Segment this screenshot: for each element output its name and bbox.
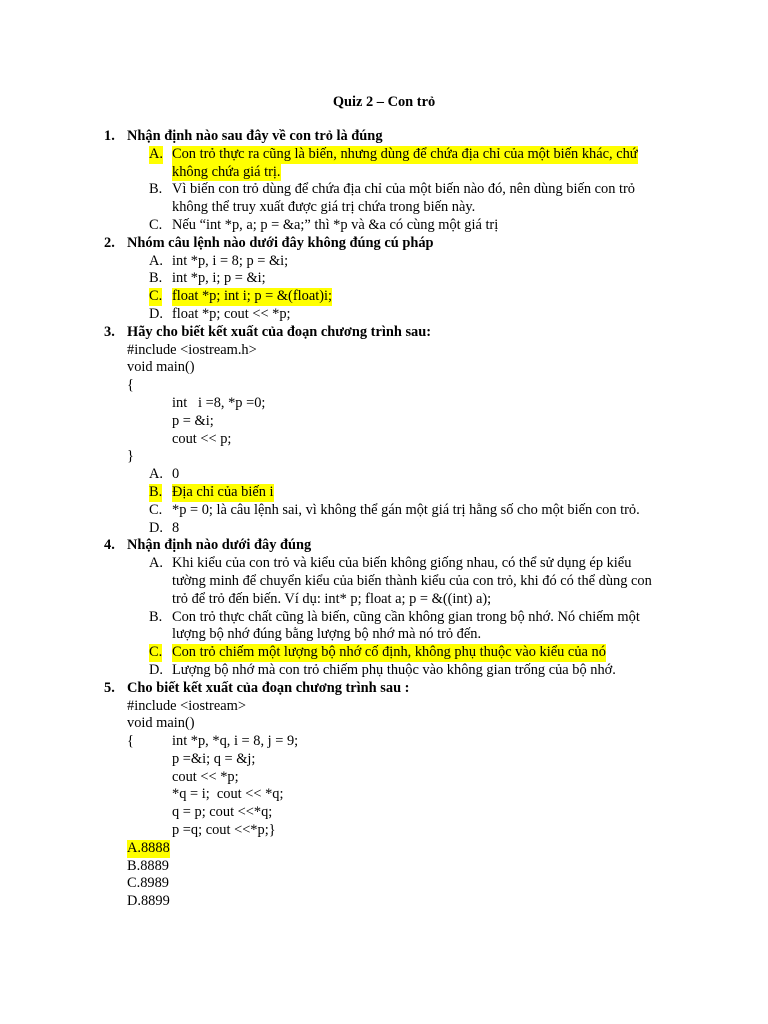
code-text: p =q; cout <<*p;} [172,822,276,839]
question-5 [0,680,768,698]
code-text: { [127,377,134,394]
option-4c [0,644,768,662]
code-line [0,822,768,840]
option-1a-cont [0,164,768,182]
code-line [0,395,768,413]
question-number: 5. [104,679,115,696]
question-text: Nhóm câu lệnh nào dưới đây không đúng cú pháp [127,234,434,251]
option-label: C. [149,288,163,305]
option-4a-cont [0,573,768,591]
option-label: B. [149,181,163,198]
option-label: B. [149,270,163,287]
option-4a-cont [0,591,768,609]
answer-text: C.8989 [127,875,169,892]
code-text: #include <iostream> [127,697,246,714]
answer-5c [0,875,768,893]
code-line [0,804,768,822]
option-3a [0,466,768,484]
code-text: q = p; cout <<*q; [172,804,273,821]
code-text: { [127,733,134,750]
option-1a [0,146,768,164]
code-line [0,769,768,787]
option-label: D. [149,519,163,536]
code-line [0,715,768,733]
option-1c [0,217,768,235]
answer-5a [0,840,768,858]
code-text: *q = i; cout << *q; [172,786,284,803]
option-text: *p = 0; là câu lệnh sai, vì không thể gán một giá trị hằng số cho một biến con trỏ. [172,501,640,518]
code-text: #include <iostream.h> [127,341,257,358]
page-title: Quiz 2 – Con trỏ [332,94,436,110]
code-line [0,342,768,360]
question-number: 4. [104,537,115,554]
option-3c [0,502,768,520]
answer-text: D.8899 [127,893,170,910]
question-number: 3. [104,323,115,340]
option-text: int *p, i; p = &i; [172,270,266,287]
option-label: C. [149,501,163,518]
answer-text: B.8889 [127,857,169,874]
code-text: void main() [127,359,195,376]
option-label: B. [149,608,163,625]
question-4 [0,537,768,555]
code-line [0,413,768,431]
option-3b [0,484,768,502]
question-text: Hãy cho biết kết xuất của đoạn chương trình sau: [127,323,432,340]
question-text: Cho biết kết xuất của đoạn chương trình sau : [127,679,410,696]
answer-text: A.8888 [127,839,170,856]
answer-5d [0,893,768,911]
option-4b [0,609,768,627]
option-text: không chứa giá trị. [172,163,281,180]
question-number: 1. [104,128,115,144]
option-label: D. [149,661,163,678]
code-text: int *p, *q, i = 8, j = 9; [172,733,299,750]
option-1b [0,181,768,199]
option-4b-cont [0,626,768,644]
option-4a [0,555,768,573]
option-text: Nếu “int *p, a; p = &a;” thì *p và &a có cùng một giá trị [172,216,499,233]
option-text: Con trỏ chiếm một lượng bộ nhớ cố định, không phụ thuộc vào kiểu của nó [172,644,606,661]
code-text: p =&i; q = &j; [172,750,256,767]
option-text: int *p, i = 8; p = &i; [172,252,289,269]
answer-5b [0,858,768,876]
option-text: Địa chỉ của biến i [172,483,274,500]
code-text: void main() [127,715,195,732]
code-line [0,359,768,377]
code-line [0,698,768,716]
option-text: trỏ để trỏ đến biến. Ví dụ: int* p; float a; p = &((int) a); [172,590,492,607]
option-label: D. [149,305,163,322]
option-text: Lượng bộ nhớ mà con trỏ chiếm phụ thuộc vào không gian trống của bộ nhớ. [172,661,616,678]
question-1 [0,128,768,146]
code-text: } [127,448,134,465]
option-label: A. [149,466,163,483]
option-label: A. [149,252,163,269]
option-text: 8 [172,519,180,536]
option-4d [0,662,768,680]
option-1b-cont [0,199,768,217]
code-line [0,786,768,804]
option-label: A. [149,555,163,572]
option-2b [0,270,768,288]
option-label: C. [149,644,163,661]
code-line [0,431,768,449]
option-2c [0,288,768,306]
option-text: 0 [172,466,180,483]
question-text: Nhận định nào sau đây về con trỏ là đúng [127,128,383,144]
code-text: int i =8, *p =0; [172,394,266,411]
option-text: Con trỏ thực chất cũng là biến, cũng cần không gian trong bộ nhớ. Nó chiếm một [172,608,640,625]
code-text: cout << p; [172,430,232,447]
option-label: C. [149,216,163,233]
option-label: A. [149,145,163,162]
option-text: Con trỏ thực ra cũng là biến, nhưng dùng để chứa địa chỉ của một biến khác, chứ [172,145,638,162]
code-line [0,377,768,395]
option-2a [0,253,768,271]
code-text: p = &i; [172,412,214,429]
question-number: 2. [104,234,115,251]
code-line [0,733,768,751]
option-2d [0,306,768,324]
option-text: Vì biến con trỏ dùng để chứa địa chỉ của một biến nào đó, nên dùng biến con trỏ [172,181,635,198]
question-text: Nhận định nào dưới đây đúng [127,537,312,554]
quiz-body [0,128,768,911]
option-3d [0,520,768,538]
option-text: Khi kiểu của con trỏ và kiểu của biến không giống nhau, có thể sử dụng ép kiểu [172,555,632,572]
option-text: không thể truy xuất được giá trị chứa trong biến này. [172,199,476,216]
question-3 [0,324,768,342]
code-line [0,448,768,466]
option-text: float *p; int i; p = &(float)i; [172,288,332,305]
option-text: lượng bộ nhớ đúng bằng lượng bộ nhớ mà nó trỏ đến. [172,626,482,643]
option-text: tường minh để chuyển kiểu của biến thành kiểu của con trỏ, khi đó có thể dùng con [172,572,652,589]
option-label: B. [149,483,163,500]
question-2 [0,235,768,253]
code-line [0,751,768,769]
code-text: cout << *p; [172,768,239,785]
option-text: float *p; cout << *p; [172,305,291,322]
